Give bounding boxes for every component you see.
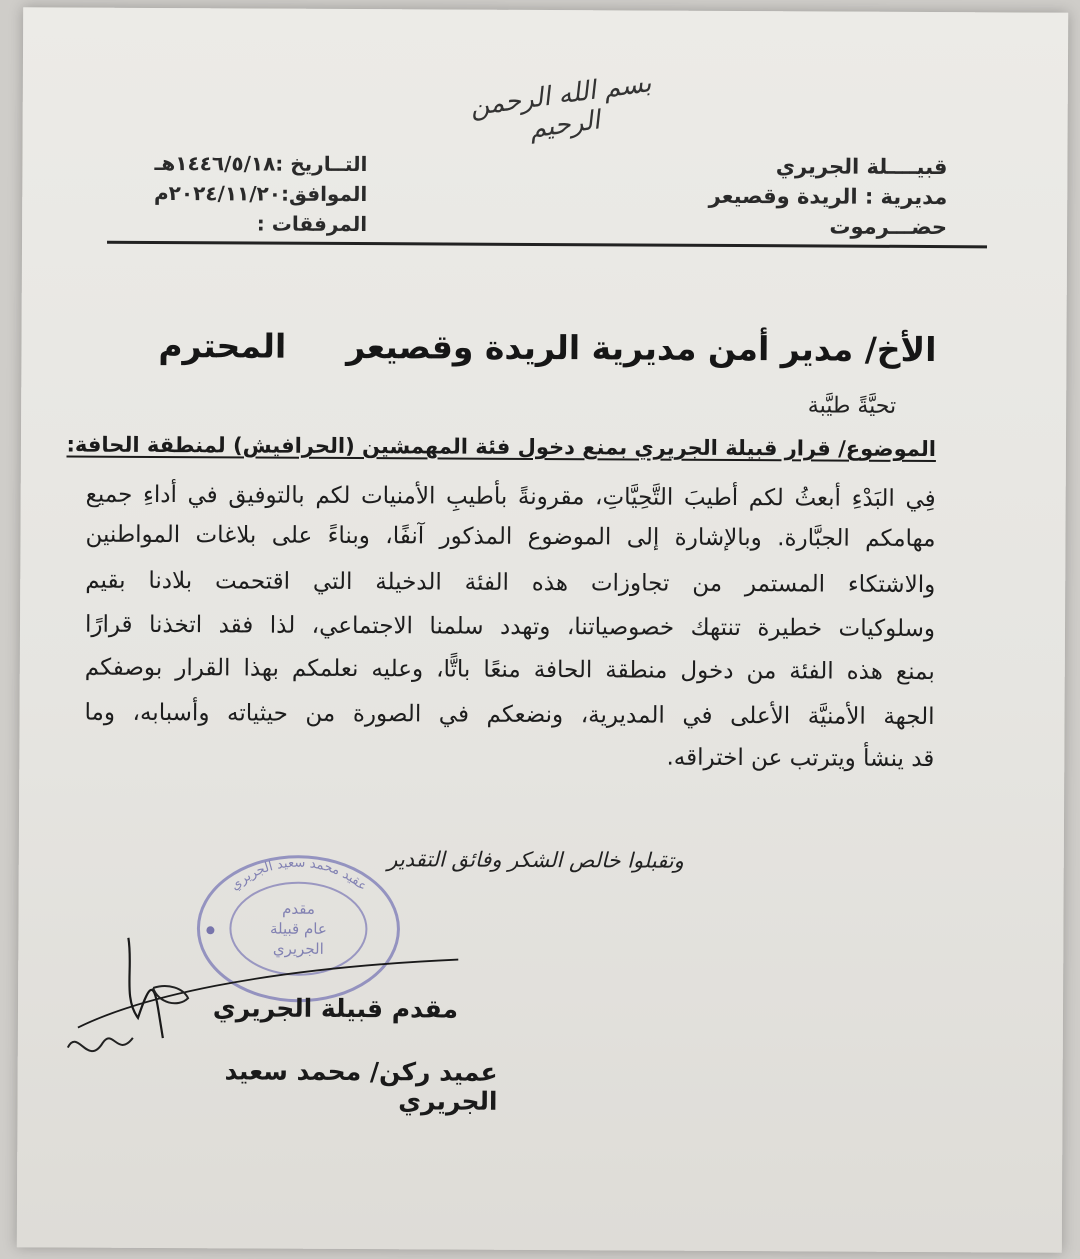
stamp-line-2: عام قبيلة — [269, 919, 327, 938]
hijri-date: التــاريخ :١٤٤٦/٥/١٨هـ — [154, 150, 368, 177]
body-line-3: والاشتكاء المستمر من تجاوزات هذه الفئة الدخيلة التي اقتحمت بلادنا بقيم — [85, 567, 936, 599]
addressee-honorific: المحترم — [158, 325, 287, 366]
addressee-text: الأخ/ مدير أمن مديرية الريدة وقصيعر — [346, 326, 937, 370]
stamp-line-1: مقدم — [282, 899, 315, 918]
signatory-title: مقدم قبيلة الجريري — [212, 993, 459, 1024]
attachments-label: المرفقات : — [256, 211, 368, 237]
signatory-name: عميد ركن/ محمد سعيد الجريري — [224, 1056, 498, 1116]
date-block — [107, 148, 367, 239]
body-line-2: مهامكم الجبَّارة. وبالإشارة إلى الموضوع المذكور آنفًا، وبناءً على بلاغات المواطنين — [85, 521, 936, 553]
body-line-1: فِي البَدْءِ أبعثُ لكم أطيبَ التَّحِيَّاتِ، مقرونةً بأطيبِ الأمنيات لكم بالتوفيق في أداءِ جميع — [85, 481, 936, 513]
body-line-5: بمنع هذه الفئة من دخول منطقة الحافة منعًا باتًّا، وعليه نعلمكم بهذا القرار بوصفكم — [84, 654, 935, 686]
body-line-4: وسلوكيات خطيرة تنتهك خصوصياتنا، وتهدد سلمنا الاجتماعي، لذا فقد اتخذنا قرارًا — [84, 611, 936, 643]
gregorian-date: الموافق:٢٠٢٤/١١/٢٠م — [153, 180, 368, 207]
governorate-name: حضـــرموت — [829, 214, 948, 240]
basmala-heading: بسم الله الرحمن الرحيم — [468, 68, 654, 145]
body-line-6: الجهة الأمنيَّة الأعلى في المديرية، ونضعكم في الصورة من حيثياته وأسبابه، وما — [84, 699, 935, 731]
district-name: مديرية : الريدة وقصيعر — [708, 183, 948, 210]
body-line-7: قد ينشأ ويترتب عن اختراقه. — [666, 744, 935, 773]
subject-line: الموضوع/ قرار قبيلة الجريري بمنع دخول فئة المهمشين (الحرافيش) لمنطقة الحافة: — [66, 432, 937, 462]
greeting: تحيَّةً طيَّبة — [807, 393, 897, 419]
closing-line: وتقبلوا خالص الشكر وفائق التقدير — [387, 847, 684, 873]
header-divider — [107, 241, 987, 249]
stamp-outer-text: عقيد محمد سعيد الجريري — [227, 855, 370, 895]
addressee-line — [156, 326, 936, 369]
stamp-line-3: الجريري — [272, 939, 324, 958]
svg-text:عقيد محمد سعيد الجريري — [228, 855, 370, 894]
tribe-name: قبيــــلة الجريري — [775, 154, 948, 180]
letter-page — [17, 7, 1068, 1252]
sender-header — [687, 151, 947, 242]
